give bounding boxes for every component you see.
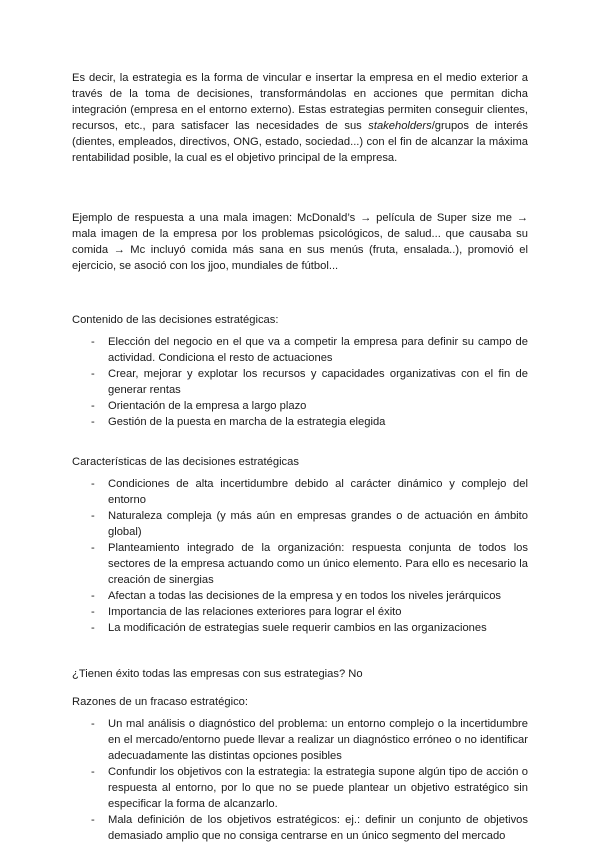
contenido-heading: Contenido de las decisiones estratégicas: — [72, 314, 279, 326]
bullet-dash: - — [91, 766, 95, 778]
list-item: - Afectan a todas las decisiones de la empresa y en todos los niveles jerárquicos — [91, 590, 502, 602]
bullet-dash: - — [91, 478, 95, 490]
bullet-dash: - — [91, 400, 95, 412]
list-item: - Crear, mejorar y explotar los recursos y capacidades organizativas con el fin de generar rentas — [91, 368, 528, 396]
bullet-dash: - — [91, 622, 95, 634]
list-item: - Un mal análisis o diagnóstico del problema: un entorno complejo o la incertidumbre en el mercado/entorno puede llevar a realizar un diagnóstico erróneo o no identificar adecuadamente las distintas opciones posibles — [91, 718, 528, 762]
bullet-dash: - — [91, 718, 95, 730]
contenido-list — [72, 334, 528, 430]
document-page — [72, 70, 528, 868]
razones-heading: Razones de un fracaso estratégico: — [72, 696, 248, 708]
caracteristicas-heading: Características de las decisiones estratégicas — [72, 456, 299, 468]
list-item: - Condiciones de alta incertidumbre debido al carácter dinámico y complejo del entorno — [91, 478, 528, 506]
list-item: - Confundir los objetivos con la estrategia: la estrategia supone algún tipo de acción o respuesta al entorno, por lo que no se puede plantear un objetivo estratégico sin especificar la forma de alcanzarlo. — [91, 766, 528, 810]
list-item: - La modificación de estrategias suele requerir cambios en las organizaciones — [91, 622, 487, 634]
bullet-dash: - — [91, 590, 95, 602]
bullet-dash: - — [91, 510, 95, 522]
list-item: - Naturaleza compleja (y más aún en empresas grandes o de actuación en ámbito global) — [91, 510, 528, 538]
bullet-dash: - — [91, 606, 95, 618]
list-item: - Elección del negocio en el que va a competir la empresa para definir su campo de actividad. Condiciona el resto de actuaciones — [91, 336, 528, 364]
bullet-dash: - — [91, 542, 95, 554]
list-item: - Orientación de la empresa a largo plazo — [91, 400, 307, 412]
list-item: - Gestión de la puesta en marcha de la estrategia elegida — [91, 416, 386, 428]
caracteristicas-list — [72, 476, 528, 636]
example-paragraph: Ejemplo de respuesta a una mala imagen: McDonald’s → película de Super size me → mala imagen de la empresa por los problemas psicológicos, de salud... que causaba su comida → Mc incluyó comida más sana en sus menús (fruta, ensalada..), promovió el ejercicio, se asoció con los jjoo, mundiales de fútbol... — [72, 212, 528, 272]
razones-list — [72, 716, 528, 844]
bullet-dash: - — [91, 814, 95, 826]
intro-text-1: Es decir, la estrategia es la forma de vincular e insertar la empresa en el medio exterior a través de la toma de decisiones, transformándolas en acciones que permitan dicha integración (empresa en el entorno externo). Estas estrategias permiten conseguir clientes, recursos, etc., para satisfacer las necesidades de sus — [72, 72, 528, 132]
list-item: - Planteamiento integrado de la organización: respuesta conjunta de todos los sectores de la empresa actuando como un único elemento. Para ello es necesario la creación de sinergias — [91, 542, 528, 586]
intro-paragraph — [72, 70, 528, 166]
list-item: - Mala definición de los objetivos estratégicos: ej.: definir un conjunto de objetivos demasiado amplio que no consiga centrarse en un único segmento del mercado — [91, 814, 528, 842]
bullet-dash: - — [91, 336, 95, 348]
stakeholders-term: stakeholders — [368, 120, 432, 132]
bullet-dash: - — [91, 416, 95, 428]
list-item: - Importancia de las relaciones exteriores para lograr el éxito — [91, 606, 402, 618]
intro-text-2: /grupos de interés (dientes, empleados, directivos, ONG, estado, sociedad...) con el fin de alcanzar la máxima rentabilidad posible, la cual es el objetivo principal de la empresa. — [72, 120, 528, 164]
question-line: ¿Tienen éxito todas las empresas con sus estrategias? No — [72, 668, 363, 680]
bullet-dash: - — [91, 368, 95, 380]
